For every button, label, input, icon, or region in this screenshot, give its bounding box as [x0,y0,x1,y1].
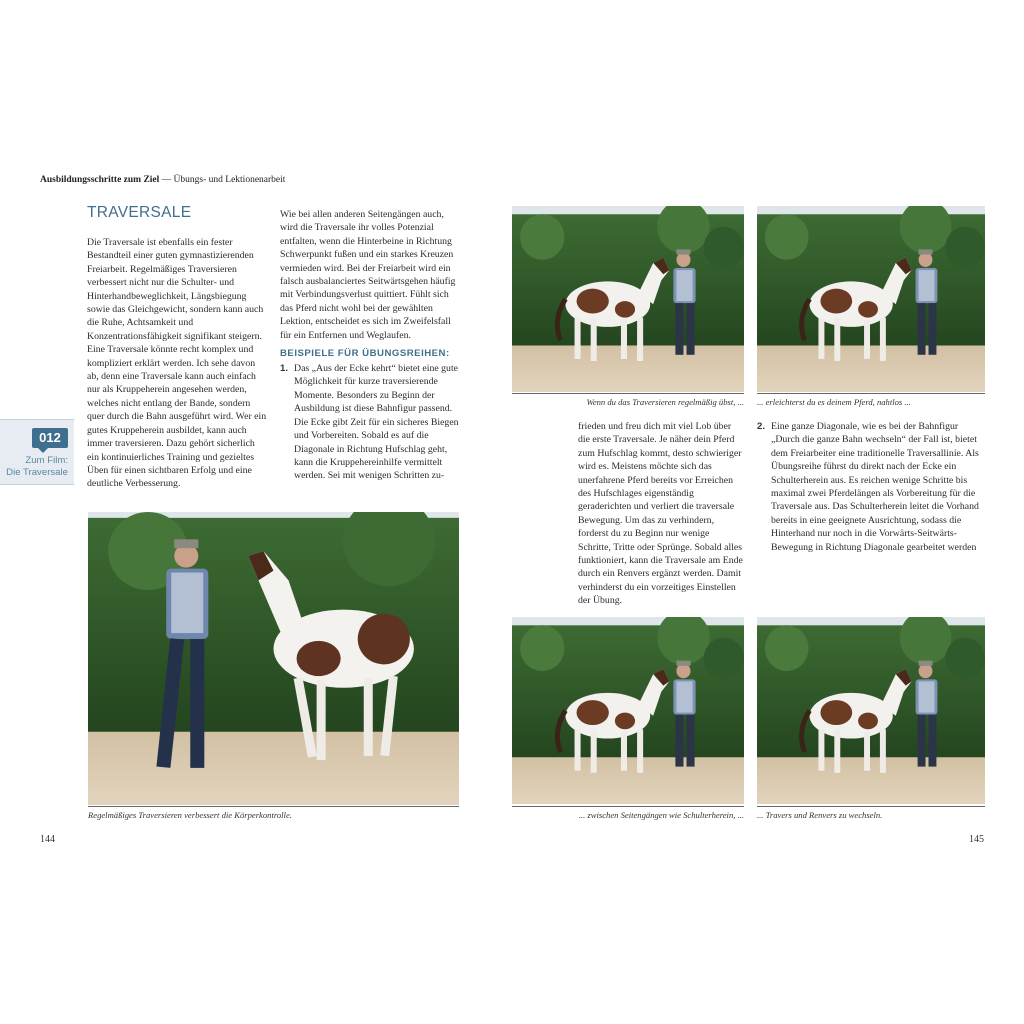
film-label-line-2: Die Traversale [6,467,68,478]
example-item-1-number: 1. [280,363,289,375]
caption-bottom-left: ... zwischen Seitengängen wie Schulterherein, ... [512,806,744,820]
running-head-subsection: Übungs- und Lektionenarbeit [173,175,286,185]
photo-top-right [757,206,985,392]
photo-top-left [512,206,744,392]
example-item-1-text: Das „Aus der Ecke kehrt“ bietet eine gute Möglichkeit für kurze traversierende Momente. Besonders zu Beginn der Ausbildung ist diese Bahnfigur passend. Die Ecke gibt Zeit für ein sicheres Biegen und Vorbereiten. Sobald es auf die Diagonale in Richtung Hufschlag geht, kann die Kruppehereinhilfe vermittelt werden. Sei mit wenigen Schritten zu- [294,363,459,482]
page-number-right: 145 [969,834,984,845]
film-label [6,455,68,479]
caption-top-left: Wenn du das Traversieren regelmäßig übst, ... [512,393,744,407]
example-item-2-text: Eine ganze Diagonale, wie es bei der Bahnfigur „Durch die ganze Bahn wechseln“ der Fall ist, bietet dem Freiarbeiter eine traditionelle Traversallinie. Als Übungsreihe führst du direkt nach der Ecke ein Schulterherein aus. Es reichen wenige Schritte bis maximal zwei Pferdelängen als Vorbereitung für die Traversale aus. Das Schulterherein leitet die Vorhand bereits in eine geeignete Ausrichtung, sodass die Hinterhand nur noch in die Vorwärts-Seitwärts-Bewegung in Richtung Diagonale gearbeitet werden [771,421,979,553]
photo-bottom-left [512,617,744,804]
running-head-dash: — [161,175,172,185]
text-column-3 [578,420,744,608]
examples-subheading: BEISPIELE FÜR ÜBUNGSREIHEN: [280,348,450,360]
running-head-section: Ausbildungsschritte zum Ziel [40,175,160,185]
photo-main-traversale [88,512,459,805]
page-number-left: 144 [40,834,55,845]
section-heading: TRAVERSALE [87,204,192,221]
example-item-2-number: 2. [757,421,766,432]
col1-paragraph-1: Die Traversale ist ebenfalls ein fester Bestandteil einer guten gymnastizierenden Freiarbeit. Regelmäßiges Traversieren verbessert nicht nur die Schulter- und Hinterhandbeweglichkeit, Längsbiegung sowie das Gleichgewicht, sondern kann auch die Ruhe, Achtsamkeit und Konzentrationsfähigkeit signifikant steigern. [87,237,264,342]
photo-top-right-image [757,206,985,392]
photo-top-left-image [512,206,744,392]
running-head [40,175,285,185]
photo-main-image [88,512,459,805]
caption-top-right: ... erleichterst du es deinem Pferd, nahtlos ... [757,393,985,407]
text-column-4 [757,420,985,554]
film-reference-box[interactable] [0,419,74,485]
caption-bottom-right: ... Travers und Renvers zu wechseln. [757,806,985,820]
film-label-line-1: Zum Film: [25,455,68,466]
caption-main-photo: Regelmäßiges Traversieren verbessert die Körperkontrolle. [88,806,459,820]
film-number-badge: 012 [32,428,68,448]
col3-paragraph: frieden und freu dich mit viel Lob über die erste Traversale. Je näher dein Pferd zum Hufschlag kommt, desto schwieriger wird es. Meistens möchte sich das unerfahrene Pferd bereits vor Erreichen des Hufschlages eigenständig geraderichten und verliert die traversale Bewegung. Um das zu verhindern, forderst du zu Beginn nur wenige Schritte, Tritte oder Sprünge. Sobald alles funktioniert, kann die Traversale am Ende durch ein Renvers ergänzt werden. Damit verhinderst du ein vorzeitiges Einstellen der Übung. [578,421,743,607]
col1-paragraph-2: Eine Traversale könnte recht komplex und kompliziert erklärt werden. Ich sehe davon ab, denn eine Traversale kann auch einfach nur als Kruppeherein angesehen werden, welches nicht entlang der Bande, sondern quer durch die Bahn ausgeführt wird. Wer ein gutes Kruppeherein ausbildet, kann auch immer traversieren. Dazu gehört sicherlich ein kontinuierliches Training und gezieltes Üben für einen sichtbaren Erfolg und eine deutliche Verbesserung. [87,344,267,490]
col2-paragraph-1: Wie bei allen anderen Seitengängen auch, wird die Traversale ihr volles Potenzial entfalten, wenn die Hinterbeine in Richtung Schwerpunkt fußen und ein starkes Kreuzen vermieden wird. Bei der Freiarbeit wird ein falsch ausbalanciertes Seitwärtsgehen häufig mit Verbindungsverlust quittiert. Fühlt sich das Pferd nicht wohl bei der gewählten Lektion, entscheidet es sich im Zweifelsfall für ein Entfernen und Weglaufen. [280,209,456,341]
photo-bottom-left-image [512,617,744,804]
text-column-2 [280,208,462,483]
example-item-2 [757,420,985,554]
photo-bottom-right [757,617,985,804]
text-column-1 [87,236,267,491]
photo-bottom-right-image [757,617,985,804]
example-item-1 [280,362,462,483]
